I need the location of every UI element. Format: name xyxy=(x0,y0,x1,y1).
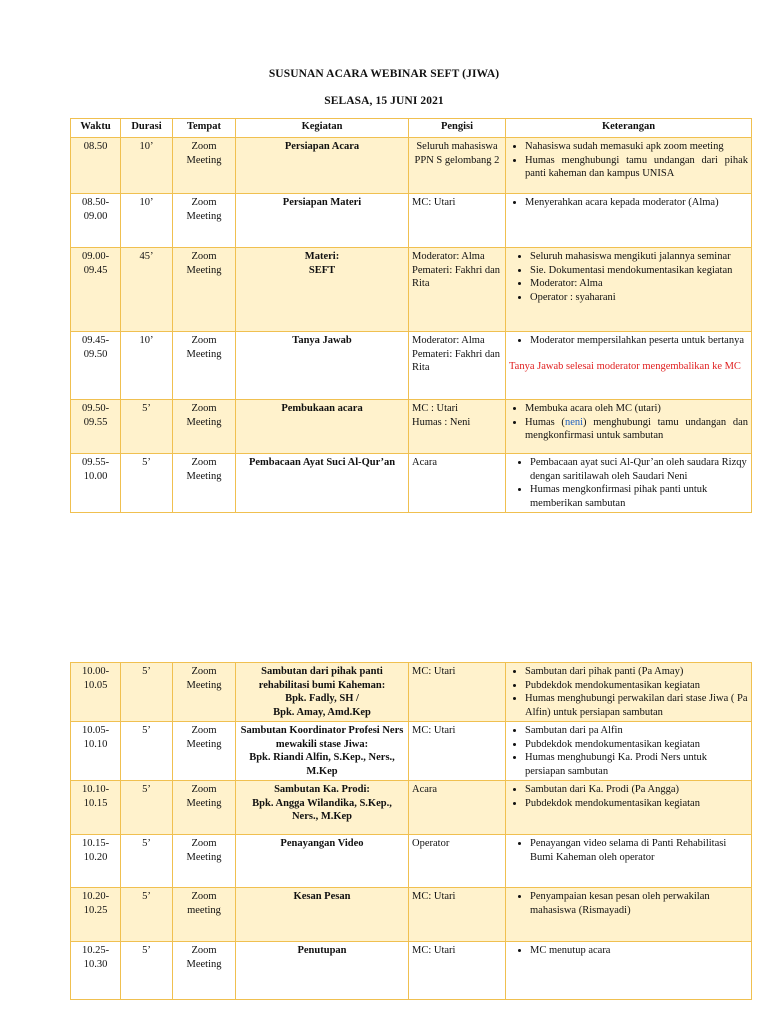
cell-tempat: Zoom Meeting xyxy=(173,781,236,835)
table-row xyxy=(71,663,752,722)
cell-tempat: Zoom Meeting xyxy=(173,248,236,332)
table-row xyxy=(71,248,752,332)
link-neni: neni xyxy=(564,416,584,428)
cell-kegiatan xyxy=(236,248,409,332)
cell-tempat: Zoom meeting xyxy=(173,888,236,942)
cell-durasi: 10’ xyxy=(121,332,173,400)
cell-durasi: 45’ xyxy=(121,248,173,332)
header-tempat: Tempat xyxy=(173,119,236,138)
cell-pengisi: Acara xyxy=(409,454,506,513)
table-row xyxy=(71,888,752,942)
cell-waktu: 08.50 xyxy=(71,138,121,194)
cell-kegiatan: Pembacaan Ayat Suci Al-Qur’an xyxy=(236,454,409,513)
cell-pengisi: MC: Utari xyxy=(409,942,506,1000)
cell-waktu: 09.55-10.00 xyxy=(71,454,121,513)
pengisi-line: Humas : Neni xyxy=(412,416,471,428)
document-title: SUSUNAN ACARA WEBINAR SEFT (JIWA) xyxy=(268,68,500,80)
list-item: • MC menutup acara xyxy=(530,944,748,958)
cell-durasi: 5’ xyxy=(121,781,173,835)
table-row xyxy=(71,454,752,513)
list-item: • Pembacaan ayat suci Al-Qur’an oleh saudara Rizqy dengan saritilawah oleh Saudari Neni xyxy=(530,456,748,483)
cell-tempat: Zoom Meeting xyxy=(173,942,236,1000)
cell-kegiatan: Persiapan Acara xyxy=(236,138,409,194)
cell-waktu: 08.50-09.00 xyxy=(71,194,121,248)
cell-durasi: 5’ xyxy=(121,888,173,942)
cell-durasi: 5’ xyxy=(121,942,173,1000)
cell-keterangan xyxy=(506,835,752,888)
cell-keterangan xyxy=(506,194,752,248)
header-durasi: Durasi xyxy=(121,119,173,138)
cell-waktu: 10.05-10.10 xyxy=(71,722,121,781)
cell-tempat: Zoom Meeting xyxy=(173,400,236,454)
cell-keterangan xyxy=(506,942,752,1000)
cell-durasi: 5’ xyxy=(121,663,173,722)
list-item: • Sambutan dari pihak panti (Pa Amay) xyxy=(525,665,748,679)
cell-tempat: Zoom Meeting xyxy=(173,663,236,722)
list-item: • Nahasiswa sudah memasuki apk zoom meeting xyxy=(525,140,748,154)
cell-pengisi xyxy=(409,400,506,454)
list-item: • Humas menghubungi Ka. Prodi Ners untuk persiapan sambutan xyxy=(525,751,748,778)
kegiatan-line: Bpk. Amay, Amd.Kep xyxy=(273,706,371,718)
cell-keterangan xyxy=(506,888,752,942)
list-item: • Seluruh mahasiswa mengikuti jalannya seminar xyxy=(530,250,748,264)
table-row xyxy=(71,332,752,400)
cell-waktu: 09.50-09.55 xyxy=(71,400,121,454)
table-row xyxy=(71,835,752,888)
cell-kegiatan xyxy=(236,781,409,835)
kegiatan-line: Sambutan dari pihak panti rehabilitasi bumi Kaheman: xyxy=(258,666,386,691)
cell-keterangan xyxy=(506,454,752,513)
cell-keterangan xyxy=(506,722,752,781)
list-item: • Pubdekdok mendokumentasikan kegiatan xyxy=(525,679,748,693)
red-note: Tanya Jawab selesai moderator mengembalikan ke MC xyxy=(509,360,741,372)
kegiatan-line: Bpk. Riandi Alfin, S.Kep., Ners., M.Kep xyxy=(249,752,395,777)
cell-keterangan xyxy=(506,781,752,835)
list-item: • Penyampaian kesan pesan oleh perwakilan mahasiswa (Rismayadi) xyxy=(530,890,748,917)
schedule-table-page-1 xyxy=(70,118,752,513)
cell-pengisi: MC: Utari xyxy=(409,194,506,248)
list-item: • Sie. Dokumentasi mendokumentasikan kegiatan xyxy=(530,264,748,278)
table-row xyxy=(71,722,752,781)
cell-tempat: Zoom Meeting xyxy=(173,722,236,781)
cell-durasi: 5’ xyxy=(121,722,173,781)
cell-tempat: Zoom Meeting xyxy=(173,454,236,513)
list-item: • Menyerahkan acara kepada moderator (Alma) xyxy=(525,196,748,210)
kegiatan-line: SEFT xyxy=(308,264,336,276)
cell-tempat: Zoom Meeting xyxy=(173,332,236,400)
cell-tempat: Zoom Meeting xyxy=(173,194,236,248)
table-row xyxy=(71,400,752,454)
list-item: • Moderator mempersilahkan peserta untuk bertanya xyxy=(530,334,748,348)
cell-kegiatan: Penayangan Video xyxy=(236,835,409,888)
cell-pengisi: MC: Utari xyxy=(409,722,506,781)
kegiatan-line: Materi: xyxy=(304,251,340,262)
cell-tempat: Zoom Meeting xyxy=(173,138,236,194)
schedule-table-page-2 xyxy=(70,662,752,1000)
cell-waktu: 10.10-10.15 xyxy=(71,781,121,835)
kegiatan-line: Sambutan Koordinator Profesi Ners mewakili stase Jiwa: xyxy=(240,725,404,750)
header-keterangan: Keterangan xyxy=(506,119,752,138)
list-item: • Membuka acara oleh MC (utari) xyxy=(525,402,748,416)
cell-keterangan xyxy=(506,663,752,722)
cell-tempat: Zoom Meeting xyxy=(173,835,236,888)
cell-keterangan xyxy=(506,332,752,400)
header-waktu: Waktu xyxy=(71,119,121,138)
cell-durasi: 10’ xyxy=(121,194,173,248)
cell-kegiatan xyxy=(236,663,409,722)
kegiatan-line: Bpk. Angga Wilandika, S.Kep., Ners., M.Kep xyxy=(252,797,392,822)
document-date: SELASA, 15 JUNI 2021 xyxy=(324,95,444,107)
cell-waktu: 10.20-10.25 xyxy=(71,888,121,942)
cell-pengisi: Moderator: Alma Pemateri: Fakhri dan Rita xyxy=(409,332,506,400)
cell-waktu: 09.00-09.45 xyxy=(71,248,121,332)
cell-keterangan xyxy=(506,400,752,454)
header-kegiatan: Kegiatan xyxy=(236,119,409,138)
cell-pengisi: Seluruh mahasiswa PPN S gelombang 2 xyxy=(409,138,506,194)
cell-waktu: 09.45-09.50 xyxy=(71,332,121,400)
cell-pengisi: Acara xyxy=(409,781,506,835)
ket-text: ) menghubungi tamu undangan dan mengkonfirmasi untuk sambutan xyxy=(525,416,748,441)
list-item xyxy=(525,416,748,443)
cell-waktu: 10.15-10.20 xyxy=(71,835,121,888)
list-item: • Sambutan dari pa Alfin xyxy=(525,724,748,738)
cell-durasi: 5’ xyxy=(121,835,173,888)
header-pengisi: Pengisi xyxy=(409,119,506,138)
cell-kegiatan xyxy=(236,722,409,781)
table-row xyxy=(71,138,752,194)
list-item: • Humas menghubungi perwakilan dari stase Jiwa ( Pa Alfin) untuk persiapan sambutan xyxy=(525,692,748,719)
ket-text: Humas ( xyxy=(525,416,565,428)
table-header-row xyxy=(71,119,752,138)
table-row xyxy=(71,781,752,835)
kegiatan-line: Sambutan Ka. Prodi: xyxy=(274,784,370,795)
table-row xyxy=(71,194,752,248)
list-item: • Pubdekdok mendokumentasikan kegiatan xyxy=(525,738,748,752)
list-item: • Sambutan dari Ka. Prodi (Pa Angga) xyxy=(525,783,748,797)
list-item: • Humas menghubungi tamu undangan dari pihak panti kaheman dan kampus UNISA xyxy=(525,154,748,181)
table-row xyxy=(71,942,752,1000)
cell-durasi: 10’ xyxy=(121,138,173,194)
cell-kegiatan: Tanya Jawab xyxy=(236,332,409,400)
cell-pengisi: MC: Utari xyxy=(409,663,506,722)
cell-waktu: 10.25-10.30 xyxy=(71,942,121,1000)
cell-durasi: 5’ xyxy=(121,454,173,513)
pengisi-line: MC : Utari xyxy=(412,403,459,414)
cell-waktu: 10.00-10.05 xyxy=(71,663,121,722)
cell-pengisi: Operator xyxy=(409,835,506,888)
list-item: • Humas mengkonfirmasi pihak panti untuk memberikan sambutan xyxy=(530,483,748,510)
cell-keterangan xyxy=(506,138,752,194)
kegiatan-line: Bpk. Fadly, SH / xyxy=(285,693,359,704)
cell-kegiatan: Penutupan xyxy=(236,942,409,1000)
list-item: • Pubdekdok mendokumentasikan kegiatan xyxy=(525,797,748,811)
cell-kegiatan: Kesan Pesan xyxy=(236,888,409,942)
list-item: • Penayangan video selama di Panti Rehabilitasi Bumi Kaheman oleh operator xyxy=(530,837,748,864)
cell-kegiatan: Persiapan Materi xyxy=(236,194,409,248)
cell-pengisi: MC: Utari xyxy=(409,888,506,942)
cell-keterangan xyxy=(506,248,752,332)
list-item: • Moderator: Alma xyxy=(530,277,748,291)
list-item: • Operator : syaharani xyxy=(530,291,748,305)
cell-durasi: 5’ xyxy=(121,400,173,454)
cell-kegiatan: Pembukaan acara xyxy=(236,400,409,454)
cell-pengisi: Moderator: Alma Pemateri: Fakhri dan Rita xyxy=(409,248,506,332)
